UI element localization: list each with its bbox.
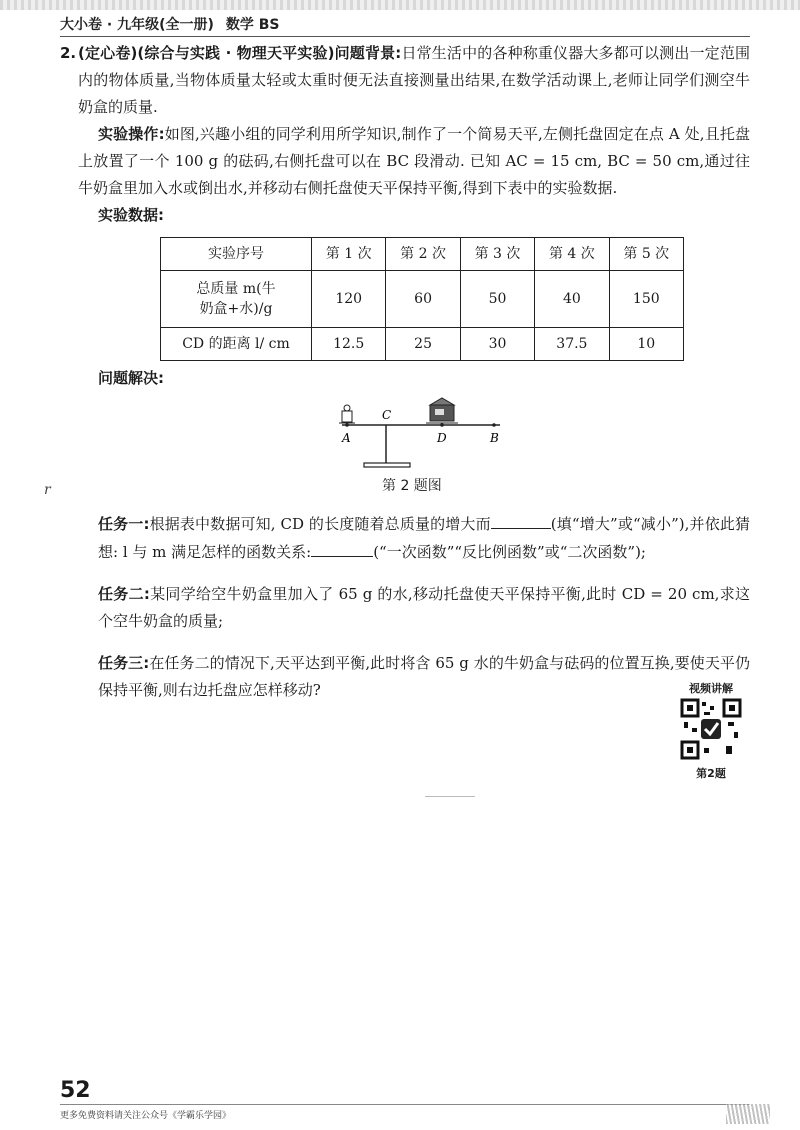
task-three: [98, 650, 750, 704]
data-label: 实验数据:: [98, 206, 164, 224]
qr-top-label: 视频讲解: [689, 682, 733, 695]
balance-base: [364, 463, 410, 467]
problem-topic: (综合与实践 · 物理天平实验): [137, 44, 335, 62]
operation-text: 如图,兴趣小组的同学利用所学知识,制作了一个简易天平,左侧托盘固定在点 A 处,且托盘上放置了一个 100 g 的砝码,右侧托盘可以在 BC 段滑动. 已知 AC = 15 cm, BC = 50 cm,通过往牛奶盒里加入水或倒出水,并移动右侧托盘使天平保持平衡,得到下表中的实验数据.: [78, 125, 751, 197]
solve-label: 问题解决:: [98, 369, 164, 387]
qr-bottom-label: 第2题: [696, 767, 726, 780]
task-one-text-c: (“一次函数”“反比例函数”或“二次函数”);: [373, 543, 646, 561]
label-d: D: [437, 431, 447, 445]
task-one: [98, 510, 750, 566]
answer-blank-1[interactable]: [491, 510, 551, 529]
scan-corner: [726, 1104, 770, 1124]
task-three-text: 在任务二的情况下,天平达到平衡,此时将含 65 g 水的牛奶盒与砝码的位置互换,要使天平仍保持平衡,则右边托盘应怎样移动?: [98, 654, 750, 699]
task-three-label: 任务三:: [98, 654, 150, 672]
solve-heading: [78, 365, 750, 392]
point-d: [440, 423, 444, 427]
book-title: 大小卷 · 九年级(全一册): [60, 17, 214, 33]
task-two-label: 任务二:: [98, 585, 150, 603]
footer-note: 更多免费资料请关注公众号《学霸乐学园》: [60, 1111, 232, 1121]
table-cell: 120: [312, 271, 386, 328]
experiment-table: [160, 237, 684, 361]
table-cell: 37.5: [535, 328, 609, 361]
task-one-text-a: 根据表中数据可知, CD 的长度随着总质量的增大而: [149, 515, 491, 533]
problem-tag: (定心卷): [78, 44, 138, 62]
table-row-mass: [161, 271, 684, 328]
label-c: C: [382, 408, 392, 422]
header-rule: [60, 36, 750, 37]
table-cell: 实验序号: [161, 238, 312, 271]
label-b: B: [490, 431, 499, 445]
mass-label-line2: 奶盒+水)/g: [199, 301, 273, 317]
milk-box-icon: [426, 398, 458, 423]
background-label: 问题背景:: [334, 44, 402, 62]
table-cell: 40: [535, 271, 609, 328]
table-row-label: CD 的距离 l/ cm: [161, 328, 312, 361]
task-one-text-b: (填“增大”或“减小”),并依此猜想: l 与 m 满足怎样的函数关系:: [98, 515, 750, 561]
figure-caption: 第 2 题图: [382, 478, 442, 494]
table-cell: 50: [460, 271, 534, 328]
table-cell: 150: [609, 271, 683, 328]
problem-number: 2.: [60, 44, 77, 62]
problem-body: [60, 40, 751, 392]
scan-edge: [0, 0, 800, 10]
page-header: [60, 14, 280, 34]
table-header-row: [161, 238, 684, 271]
point-b: [492, 423, 496, 427]
table-cell: 25: [386, 328, 460, 361]
problem-intro: [60, 40, 750, 121]
data-heading: [78, 202, 750, 229]
page-number: 52: [60, 1078, 91, 1103]
table-cell: 第 5 次: [609, 238, 683, 271]
table-cell: 第 2 次: [386, 238, 460, 271]
table-cell: 第 3 次: [460, 238, 534, 271]
background-text: 日常生活中的各种称重仪器大多都可以测出一定范围内的物体质量,当物体质量太轻或太重时便无法直接测量出结果,在数学活动课上,老师让同学们测空牛奶盒的质量.: [78, 44, 750, 116]
video-qr-block[interactable]: [676, 680, 746, 781]
table-cell: 12.5: [312, 328, 386, 361]
table-cell: 第 1 次: [312, 238, 386, 271]
divider: [425, 796, 475, 797]
footer-rule: [60, 1104, 750, 1105]
operation-label: 实验操作:: [98, 125, 165, 143]
task-one-label: 任务一:: [98, 515, 150, 533]
table-row-distance: [161, 328, 684, 361]
task-two: [98, 581, 750, 635]
tasks-section: [98, 495, 750, 719]
table-cell: 10: [609, 328, 683, 361]
table-cell: 60: [386, 271, 460, 328]
margin-mark: r: [44, 482, 51, 498]
label-a: A: [342, 431, 351, 445]
weight-icon: [339, 405, 355, 423]
qr-code-icon[interactable]: [680, 698, 742, 760]
table-row-label: [161, 271, 312, 328]
answer-blank-2[interactable]: [311, 538, 373, 557]
mass-label-line1: 总质量 m(牛: [196, 281, 276, 297]
point-a: [345, 423, 349, 427]
task-two-text: 某同学给空牛奶盒里加入了 65 g 的水,移动托盘使天平保持平衡,此时 CD = 20 cm,求这个空牛奶盒的质量;: [98, 585, 751, 630]
table-cell: 30: [460, 328, 534, 361]
operation-paragraph: [78, 121, 750, 202]
table-cell: 第 4 次: [535, 238, 609, 271]
subject-label: 数学 BS: [225, 17, 280, 33]
